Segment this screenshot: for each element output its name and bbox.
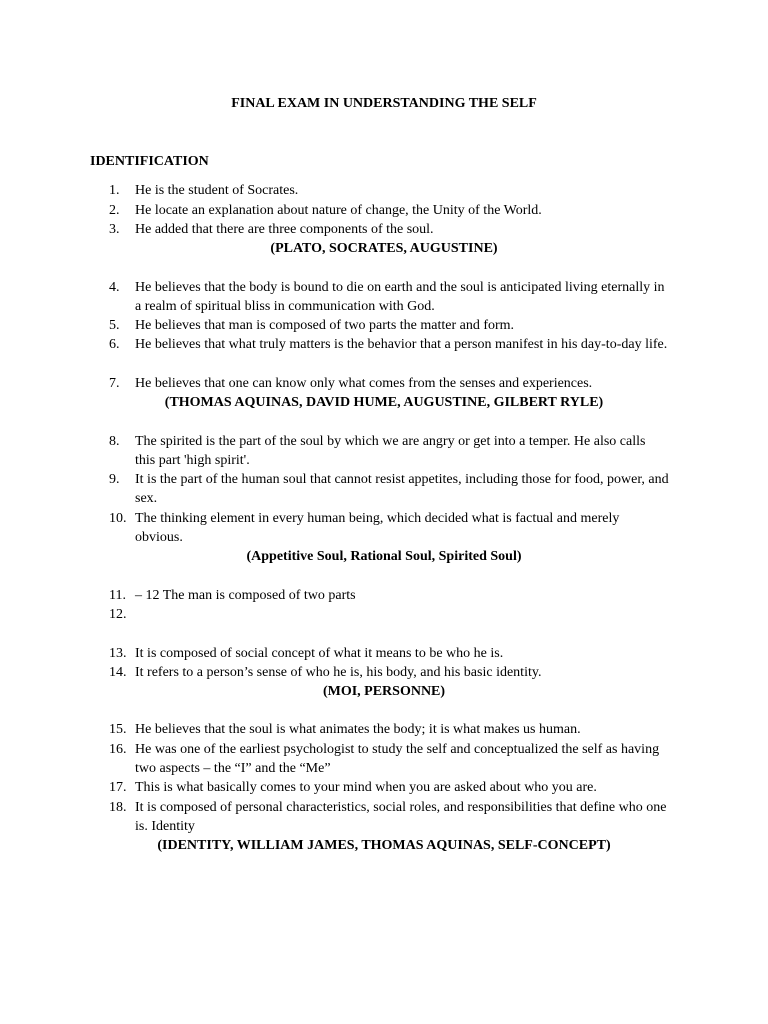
question-item xyxy=(109,181,669,200)
question-item xyxy=(109,586,669,605)
question-number: 17. xyxy=(109,780,127,795)
question-text: This is what basically comes to your mind when you are asked about who you are. xyxy=(135,780,597,795)
question-text: The spirited is the part of the soul by which we are angry or get into a temper. He also calls this part 'high spirit'. xyxy=(135,434,646,468)
question-number: 14. xyxy=(109,665,127,680)
question-item xyxy=(109,644,669,663)
question-number: 18. xyxy=(109,800,127,815)
question-number: 8. xyxy=(109,434,120,449)
question-text: He believes that man is composed of two parts the matter and form. xyxy=(135,318,515,333)
question-item xyxy=(109,470,669,508)
question-item xyxy=(109,278,669,316)
question-item xyxy=(109,432,669,470)
answer-choices: (IDENTITY, WILLIAM JAMES, THOMAS AQUINAS, SELF-CONCEPT) xyxy=(157,838,611,853)
question-number: 15. xyxy=(109,722,127,737)
question-number: 1. xyxy=(109,183,120,198)
question-item xyxy=(109,798,669,836)
question-number: 2. xyxy=(109,203,120,218)
answer-choices: (PLATO, SOCRATES, AUGUSTINE) xyxy=(270,241,498,256)
question-text: It refers to a person’s sense of who he is, his body, and his basic identity. xyxy=(135,665,542,680)
question-item xyxy=(109,335,669,354)
question-number: 6. xyxy=(109,337,120,352)
answer-choices: (THOMAS AQUINAS, DAVID HUME, AUGUSTINE, GILBERT RYLE) xyxy=(164,395,604,410)
question-item xyxy=(109,316,669,335)
question-number: 3. xyxy=(109,222,120,237)
question-item xyxy=(109,605,669,624)
question-text: He is the student of Socrates. xyxy=(135,183,299,198)
question-text: He believes that the body is bound to die on earth and the soul is anticipated living eternally in a realm of spiritual bliss in communication with God. xyxy=(135,280,665,314)
section-heading: IDENTIFICATION xyxy=(90,154,209,169)
question-number: 16. xyxy=(109,742,127,757)
question-text xyxy=(135,605,669,624)
question-number: 11. xyxy=(109,588,126,603)
exam-title: FINAL EXAM IN UNDERSTANDING THE SELF xyxy=(231,96,537,111)
question-item xyxy=(109,720,669,739)
question-text: He added that there are three components of the soul. xyxy=(135,222,434,237)
question-text: It is composed of personal characteristics, social roles, and responsibilities that define who one is. Identity xyxy=(135,800,667,834)
question-number: 13. xyxy=(109,646,127,661)
question-text: The thinking element in every human being, which decided what is factual and merely obvious. xyxy=(135,511,620,545)
answer-choices: (Appetitive Soul, Rational Soul, Spirited Soul) xyxy=(246,549,522,564)
question-number: 10. xyxy=(109,511,127,526)
question-text: – 12 The man is composed of two parts xyxy=(135,588,356,603)
question-text: It is composed of social concept of what it means to be who he is. xyxy=(135,646,504,661)
question-text: He believes that the soul is what animates the body; it is what makes us human. xyxy=(135,722,581,737)
question-text: He believes that one can know only what comes from the senses and experiences. xyxy=(135,376,593,391)
question-number: 4. xyxy=(109,280,120,295)
question-text: He locate an explanation about nature of change, the Unity of the World. xyxy=(135,203,542,218)
question-item xyxy=(109,374,669,393)
question-number: 9. xyxy=(109,472,120,487)
question-number: 12. xyxy=(109,607,127,622)
answer-choices: (MOI, PERSONNE) xyxy=(322,684,446,699)
question-number: 5. xyxy=(109,318,120,333)
question-item xyxy=(109,509,669,547)
question-item xyxy=(109,663,669,682)
question-text: He believes that what truly matters is the behavior that a person manifest in his day-to-day life. xyxy=(135,337,668,352)
question-number: 7. xyxy=(109,376,120,391)
question-text: It is the part of the human soul that cannot resist appetites, including those for food, power, and sex. xyxy=(135,472,669,506)
question-text: He was one of the earliest psychologist to study the self and conceptualized the self as having two aspects – the “I” and the “Me” xyxy=(135,742,660,776)
question-item xyxy=(109,220,669,239)
question-item xyxy=(109,778,669,797)
question-item xyxy=(109,740,669,778)
question-item xyxy=(109,201,669,220)
